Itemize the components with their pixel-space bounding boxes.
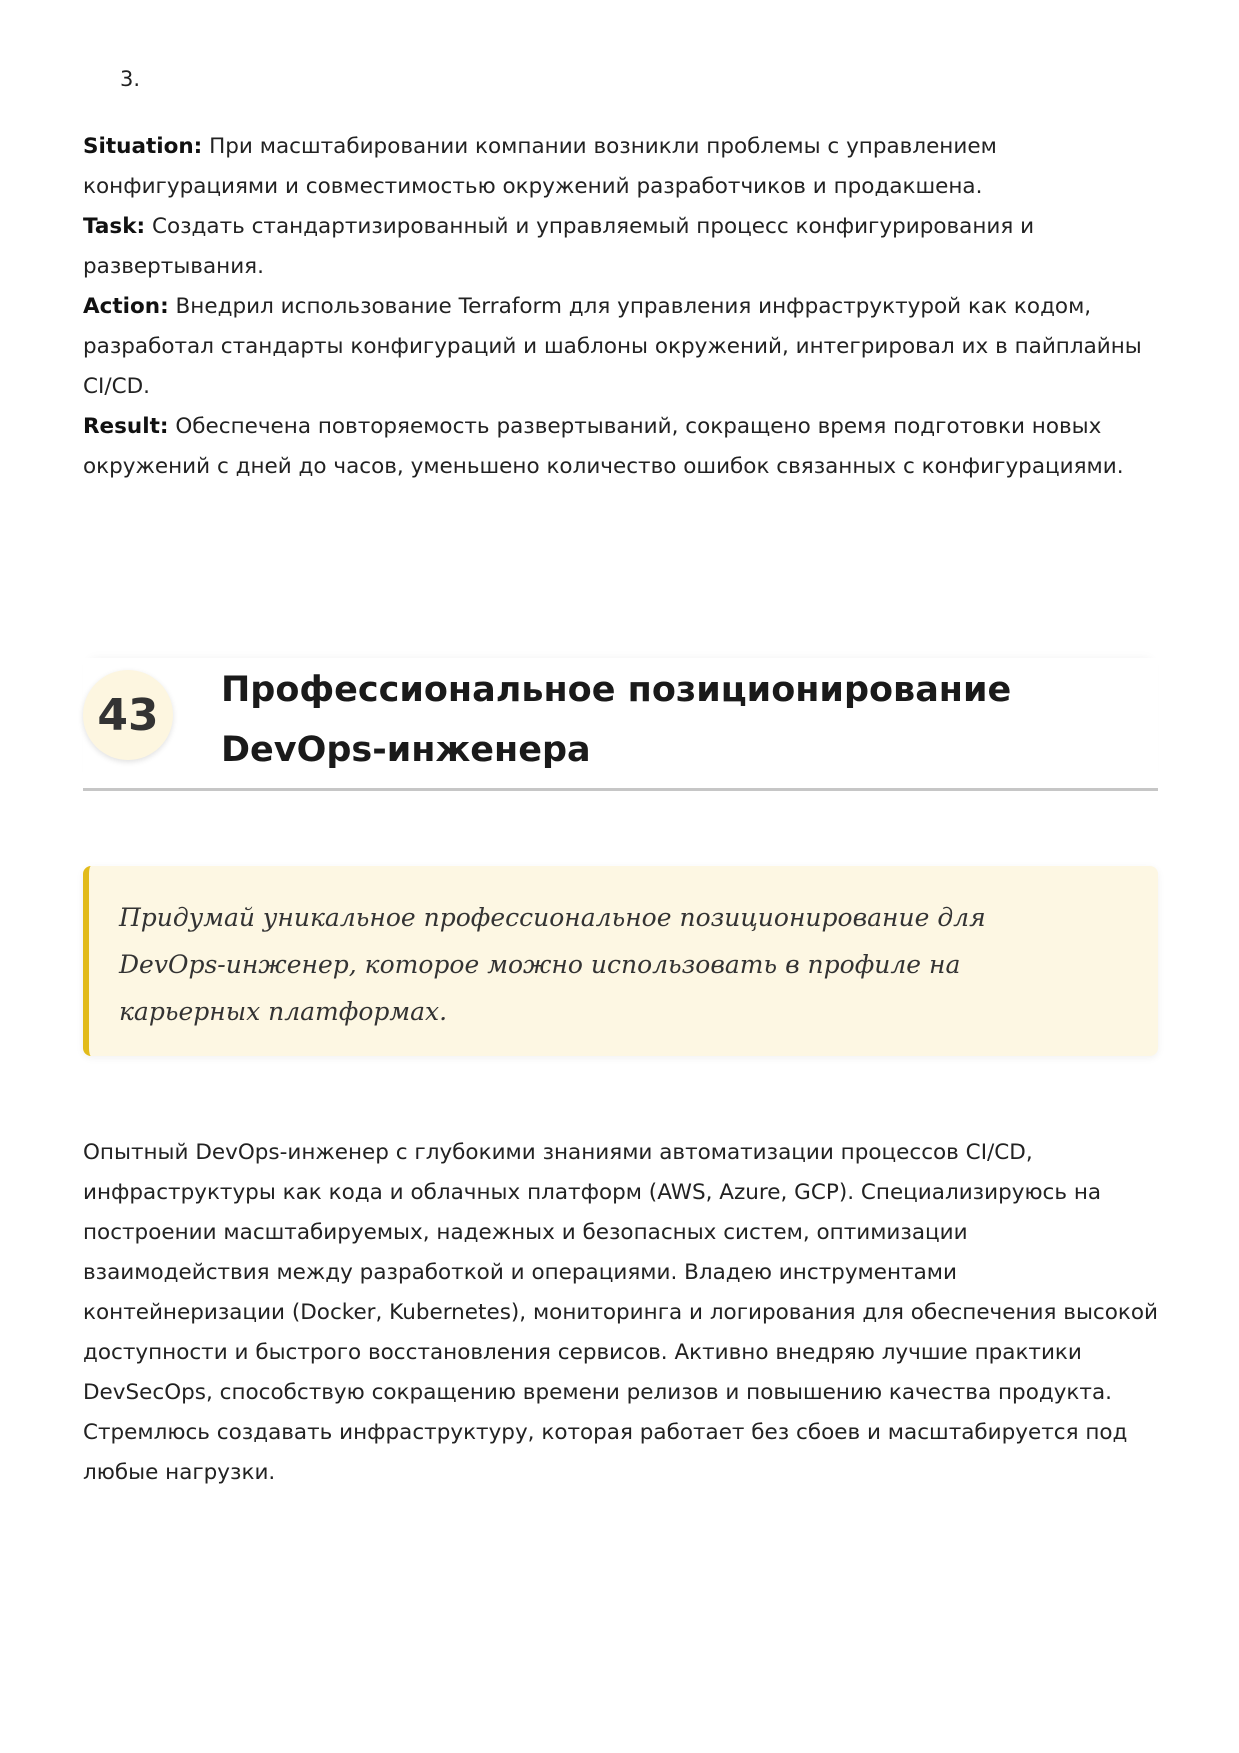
section-number-badge: 43: [83, 670, 173, 760]
task-text: Создать стандартизированный и управляемый процесс конфигурирования и развертывания.: [83, 214, 1035, 279]
task-label: Task:: [83, 214, 146, 239]
section-header: [83, 658, 1158, 791]
result-label: Result:: [83, 414, 169, 439]
answer-paragraph: Опытный DevOps-инженер с глубокими знаниями автоматизации процессов CI/CD, инфраструктуры как кода и облачных платформ (AWS, Azure, GCP). Специализируюсь на построении масштабируемых, надежных и безопасных систем, оптимизации взаимодействия между разработкой и операциями. Владею инструментами контейнеризации (Docker, Kubernetes), мониторинга и логирования для обеспечения высокой доступности и быстрого восстановления сервисов. Активно внедряю лучшие практики DevSecOps, способствую сокращению времени релизов и повышению качества продукта. Стремлюсь создавать инфраструктуру, которая работает без сбоев и масштабируется под любые нагрузки.: [83, 1140, 1159, 1485]
result-paragraph: [83, 407, 1158, 487]
action-text: Внедрил использование Terraform для управления инфраструктурой как кодом, разработал стандарты конфигураций и шаблоны окружений, интегрировал их в пайплайны CI/CD.: [83, 294, 1142, 399]
action-label: Action:: [83, 294, 169, 319]
prompt-text: Придумай уникальное профессиональное позиционирование для DevOps-инженер, которое можно использовать в профиле на карьерных платформах.: [119, 903, 986, 1026]
situation-paragraph: [83, 127, 1158, 207]
situation-text: При масштабировании компании возникли проблемы с управлением конфигурациями и совместимостью окружений разработчиков и продакшена.: [83, 134, 997, 199]
action-paragraph: [83, 287, 1158, 407]
situation-label: Situation:: [83, 134, 203, 159]
list-item-number: 3.: [120, 67, 141, 91]
prompt-callout: [83, 866, 1158, 1056]
task-paragraph: [83, 207, 1158, 287]
star-answer-block: [83, 127, 1158, 487]
result-text: Обеспечена повторяемость развертываний, сокращено время подготовки новых окружений с дней до часов, уменьшено количество ошибок связанных с конфигурациями.: [83, 414, 1124, 479]
section-title: Профессиональное позиционирование DevOps-инженера: [221, 670, 1012, 770]
